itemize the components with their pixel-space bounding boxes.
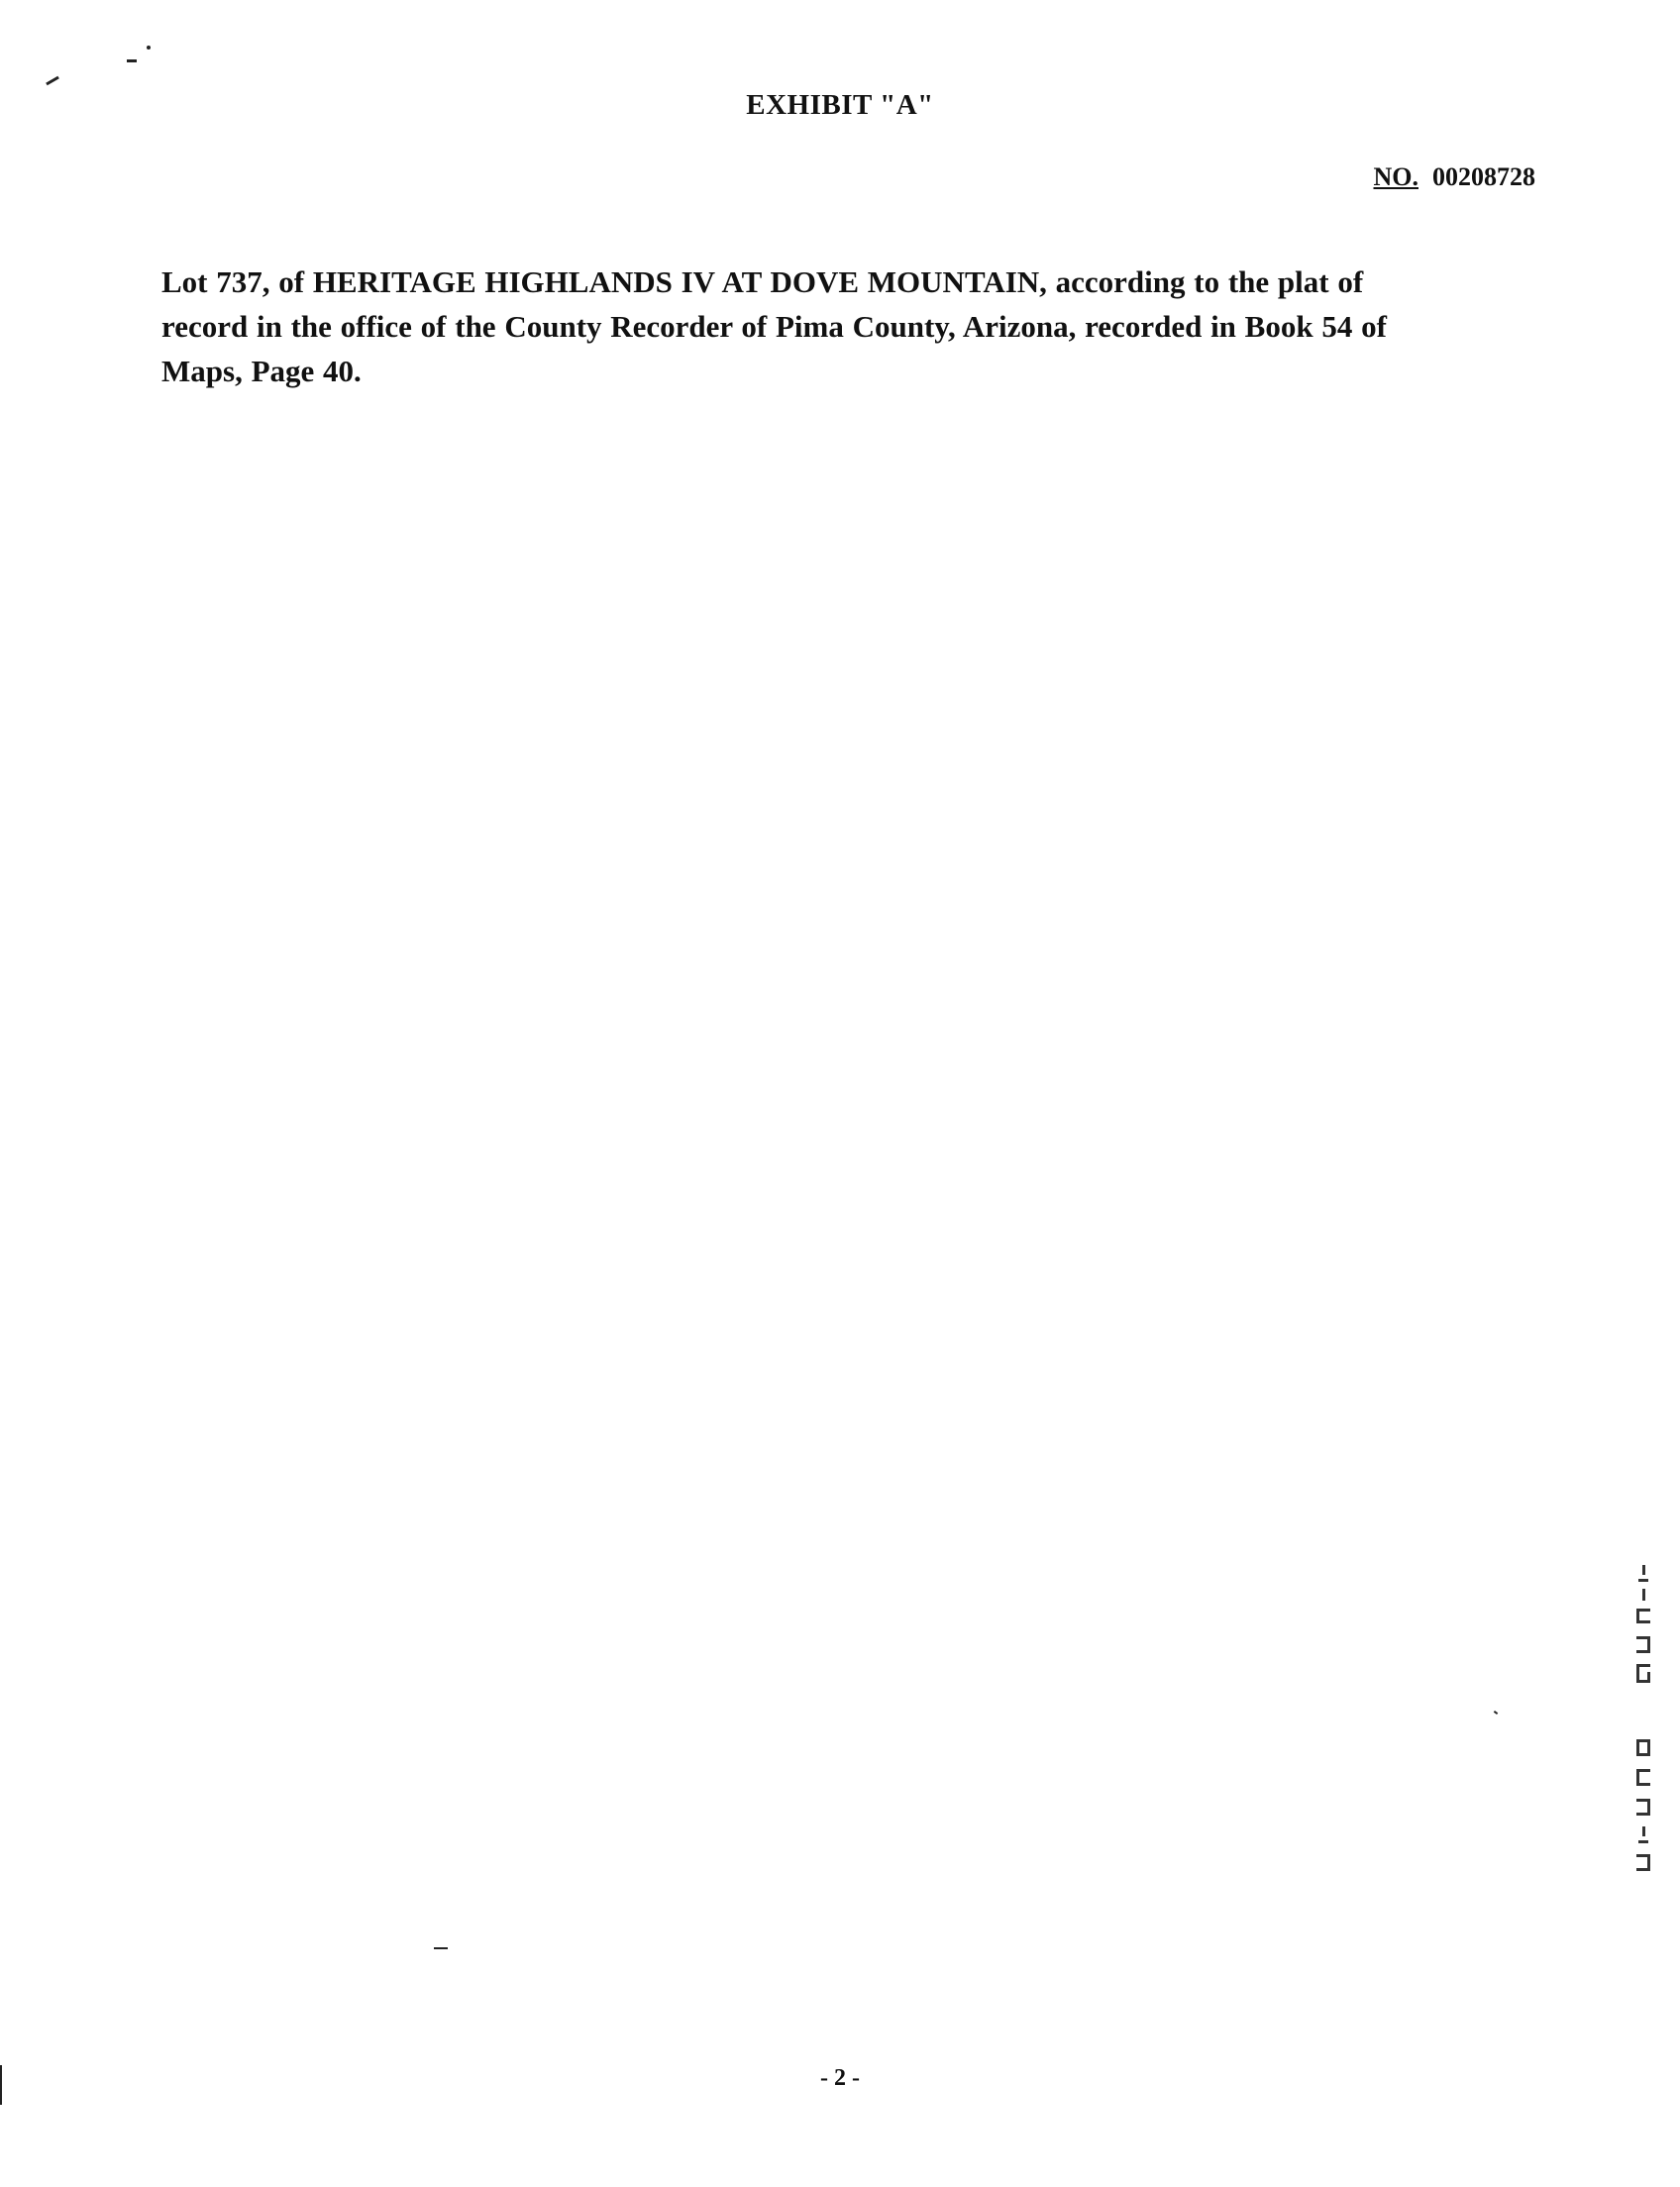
recording-stamp-icon <box>1625 1565 1664 1922</box>
document-number-label: NO. <box>1373 162 1418 191</box>
scan-speck <box>46 76 59 86</box>
page-number: - 2 - <box>820 2065 860 2091</box>
legal-description <box>161 260 1489 393</box>
scan-speck <box>147 46 151 50</box>
exhibit-title: EXHIBIT "A" <box>746 89 934 121</box>
document-number-value: 00208728 <box>1432 162 1535 191</box>
document-number <box>1374 162 1536 192</box>
legal-description-line: Lot 737, of HERITAGE HIGHLANDS IV AT DOVE MOUNTAIN, according to the plat of <box>161 264 1364 299</box>
legal-description-line: record in the office of the County Recorder of Pima County, Arizona, recorded in Book 54 of <box>161 309 1387 344</box>
legal-description-line: Maps, Page 40. <box>161 354 362 388</box>
scan-speck <box>434 1947 448 1949</box>
scan-speck <box>127 59 137 62</box>
scan-speck <box>1494 1711 1498 1715</box>
